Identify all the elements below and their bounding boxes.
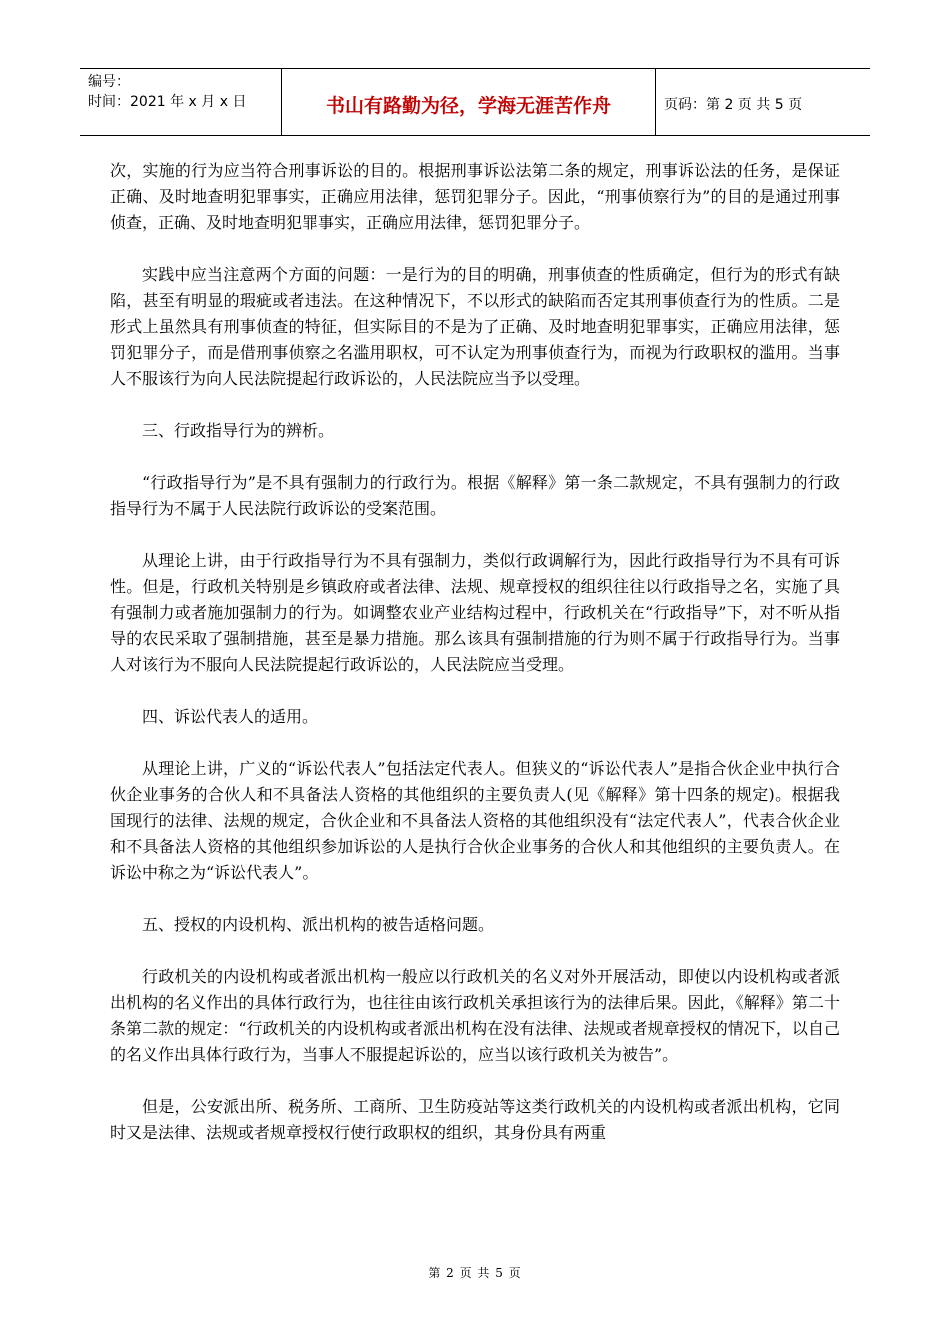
page-header	[80, 68, 870, 136]
header-meta	[80, 69, 282, 135]
header-page-info: 页码：第 2 页 共 5 页	[664, 97, 803, 113]
header-motto: 书山有路勤为径，学海无涯苦作舟	[282, 69, 656, 135]
paragraph: 但是，公安派出所、税务所、工商所、卫生防疫站等这类行政机关的内设机构或者派出机构，它同时又是法律、法规或者规章授权行使行政职权的组织，其身份具有两重	[110, 1097, 840, 1142]
paragraph: “行政指导行为”是不具有强制力的行政行为。根据《解释》第一条二款规定，不具有强制力的行政指导行为不属于人民法院行政诉讼的受案范围。	[110, 473, 840, 518]
section-heading: 三、行政指导行为的辨析。	[142, 421, 335, 440]
section-heading: 四、诉讼代表人的适用。	[142, 707, 319, 726]
paragraph: 从理论上讲，由于行政指导行为不具有强制力，类似行政调解行为，因此行政指导行为不具有可诉性。但是，行政机关特别是乡镇政府或者法律、法规、规章授权的组织往往以行政指导之名，实施了具有强制力或者施加强制力的行为。如调整农业产业结构过程中，行政机关在“行政指导”下，对不听从指导的农民采取了强制措施，甚至是暴力措施。那么该具有强制措施的行为则不属于行政指导行为。当事人对该行为不服向人民法院提起行政诉讼的，人民法院应当受理。	[110, 551, 840, 674]
section-heading: 五、授权的内设机构、派出机构的被告适格问题。	[142, 915, 495, 934]
paragraph: 从理论上讲，广义的“诉讼代表人”包括法定代表人。但狭义的“诉讼代表人”是指合伙企业中执行合伙企业事务的合伙人和不具备法人资格的其他组织的主要负责人(见《解释》第十四条的规定)。根据我国现行的法律、法规的规定，合伙企业和不具备法人资格的其他组织没有“法定代表人”，代表合伙企业和不具备法人资格的其他组织参加诉讼的人是执行合伙企业事务的合伙人和其他组织的主要负责人。在诉讼中称之为“诉讼代表人”。	[110, 759, 840, 882]
paragraph: 行政机关的内设机构或者派出机构一般应以行政机关的名义对外开展活动，即使以内设机构或者派出机构的名义作出的具体行政行为，也往往由该行政机关承担该行为的法律后果。因此，《解释》第二十条第二款的规定：“行政机关的内设机构或者派出机构在没有法律、法规或者规章授权的情况下，以自己的名义作出具体行政行为，当事人不服提起诉讼的，应当以该行政机关为被告”。	[110, 967, 840, 1064]
paragraph: 实践中应当注意两个方面的问题：一是行为的目的明确，刑事侦查的性质确定，但行为的形式有缺陷，甚至有明显的瑕疵或者违法。在这种情况下，不以形式的缺陷而否定其刑事侦查行为的性质。二是形式上虽然具有刑事侦查的特征，但实际目的不是为了正确、及时地查明犯罪事实，正确应用法律，惩罚犯罪分子，而是借刑事侦察之名滥用职权，可不认定为刑事侦查行为，而视为行政职权的滥用。当事人不服该行为向人民法院提起行政诉讼的，人民法院应当予以受理。	[110, 265, 840, 388]
paragraph: 次，实施的行为应当符合刑事诉讼的目的。根据刑事诉讼法第二条的规定，刑事诉讼法的任务，是保证正确、及时地查明犯罪事实，正确应用法律，惩罚犯罪分子。因此，“刑事侦察行为”的目的是通过刑事侦查，正确、及时地查明犯罪事实，正确应用法律，惩罚犯罪分子。	[110, 161, 840, 232]
document-date: 时间：2021 年 x 月 x 日	[88, 94, 247, 110]
document-body	[110, 158, 840, 1172]
page-footer: 第 2 页 共 5 页	[428, 1266, 522, 1280]
document-number: 编号：	[88, 74, 130, 90]
